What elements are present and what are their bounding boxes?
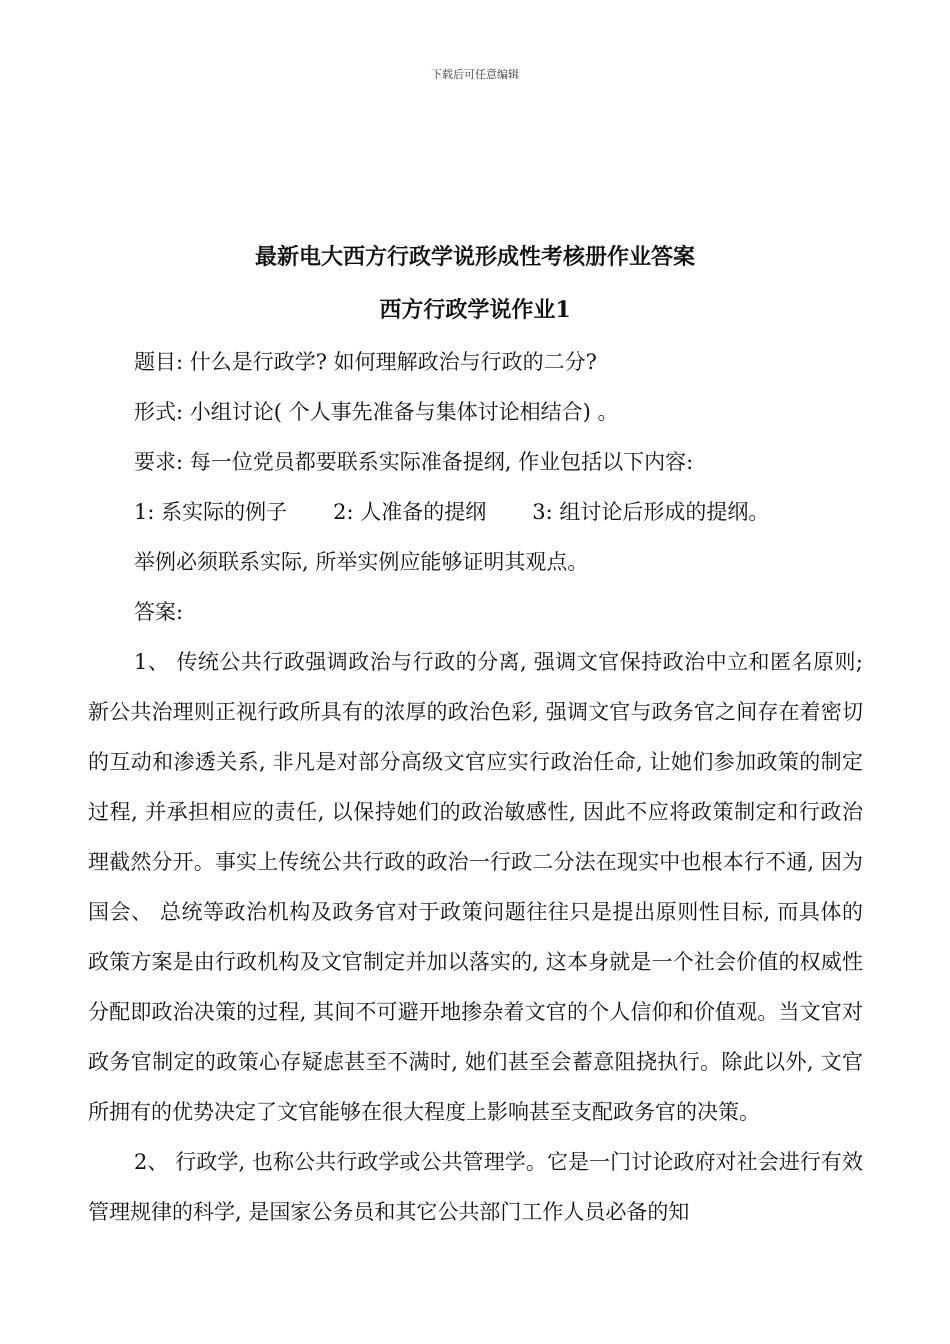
answer-paragraph-2: 2、 行政学, 也称公共行政学或公共管理学。它是一门讨论政府对社会进行有效管理规律的科学, 是国家公务员和其它公共部门工作人员必备的知 [88, 1150, 863, 1224]
answer-label: 答案: [134, 600, 184, 624]
assignment-item: 2: 人准备的提纲 [333, 500, 487, 524]
assignment-requirement: 要求: 每一位党员都要联系实际准备提纲, 作业包括以下内容: [134, 450, 694, 474]
assignment-item: 3: 组讨论后形成的提纲。 [532, 500, 770, 524]
assignment-items [88, 487, 863, 537]
assignment-form: 形式: 小组讨论( 个人事先准备与集体讨论相结合) 。 [134, 400, 619, 424]
assignment-topic: 题目: 什么是行政学? 如何理解政治与行政的二分? [134, 350, 597, 374]
assignment-item: 1: 系实际的例子 [134, 500, 288, 524]
document-subtitle: 西方行政学说作业1 [379, 297, 571, 323]
document-title: 最新电大西方行政学说形成性考核册作业答案 [254, 244, 695, 270]
answer-paragraph-1: 1、 传统公共行政强调政治与行政的分离, 强调文官保持政治中立和匿名原则; 新公共治理则正视行政所具有的浓厚的政治色彩, 强调文官与政务官之间存在着密切的互动和渗透关系, 非凡是对部分高级文官应实行政治任命, 让她们参加政策的制定过程, 并承担相应的责任, 以保持她们的政治敏感性, 因此不应将政策制定和行政治理截然分开。事实上传统公共行政的政治一行政二分法在现实中也根本行不通, 因为国会、 总统等政治机构及政务官对于政策问题往往只是提出原则性目标, 而具体的政策方案是由行政机构及文官制定并加以落实的, 这本身就是一个社会价值的权威性分配即政治决策的过程, 其间不可避开地掺杂着文官的个人信仰和价值观。当文官对政务官制定的政策心存疑虑甚至不满时, 她们甚至会蓄意阻挠执行。除此以外, 文官所拥有的优势决定了文官能够在很大程度上影响甚至支配政务官的决策。 [88, 650, 863, 1124]
page-header-note: 下载后可任意编辑 [431, 68, 519, 81]
assignment-note: 举例必须联系实际, 所举实例应能够证明其观点。 [134, 550, 589, 574]
document-body [88, 337, 863, 1237]
